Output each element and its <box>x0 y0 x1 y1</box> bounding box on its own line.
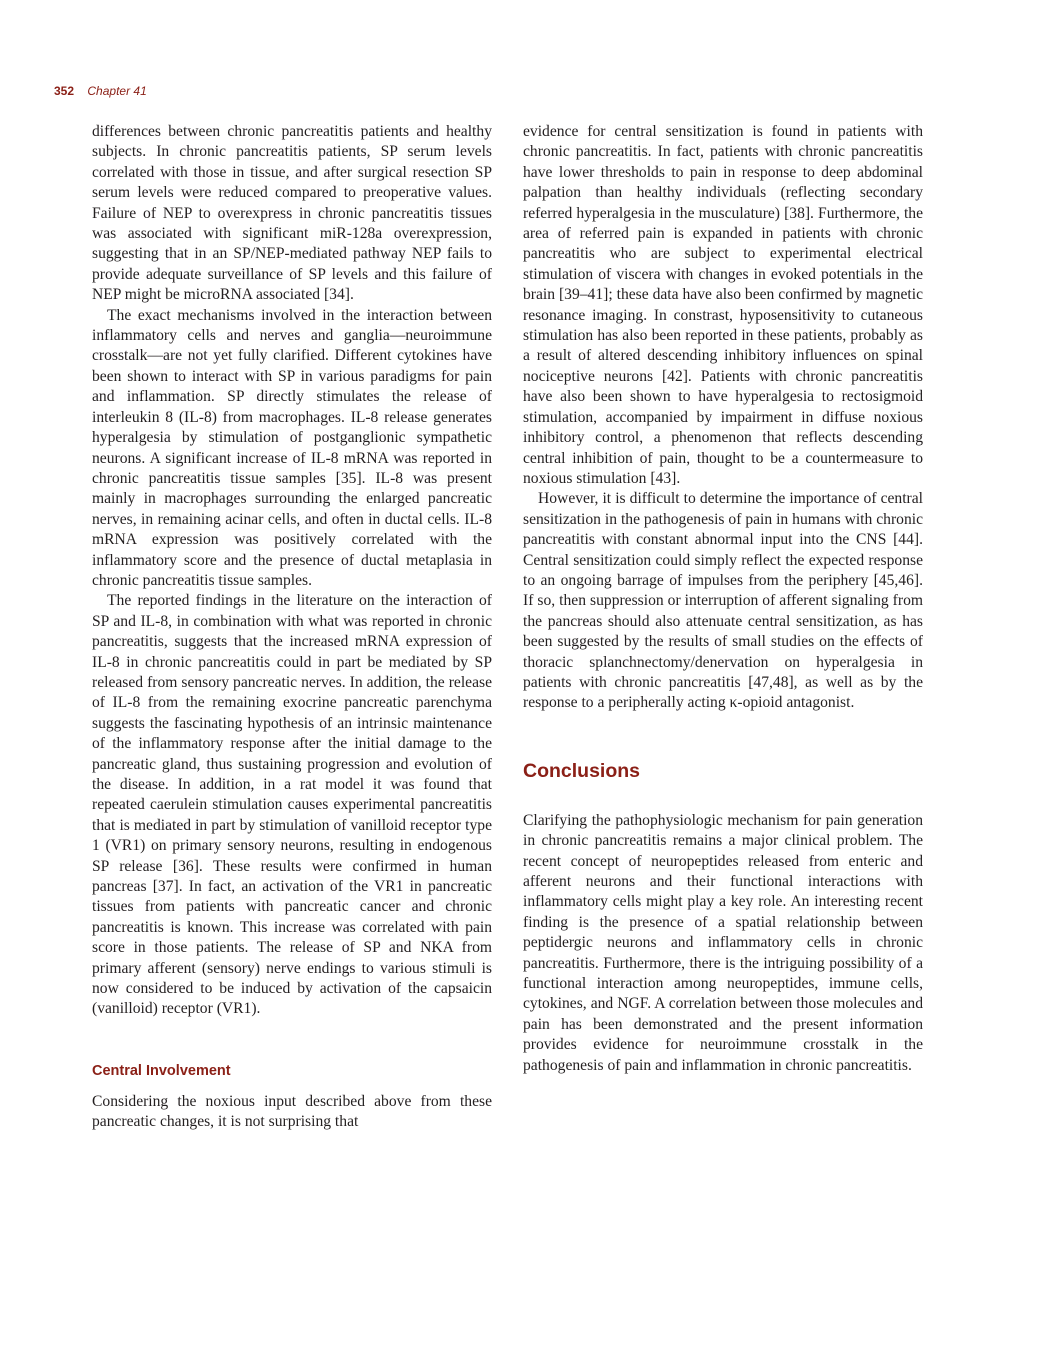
section-heading-conclusions: Conclusions <box>523 759 641 782</box>
paragraph: Clarifying the pathophysiologic mechanism for pain generation in chronic pancreatitis remains a major clinical problem. The recent concept of neuropeptides released from enteric and afferent neurons and their functional interactions with inflammatory cells might play a key role. An interesting recent finding is the presence of a spatial relationship between peptidergic neurons and inflammatory cells in chronic pancreatitis. Furthermore, there is the intriguing possibility of a functional interaction among neuropeptides, immune cells, cytokines, and NGF. A correlation between those molecules and pain has been demonstrated and the present information provides evidence for neuroimmune crosstalk in the pathogenesis of pain and inflammation in chronic pancreatitis. <box>523 811 923 1074</box>
paragraph: The reported findings in the literature on the interaction of SP and IL-8, in combination with what was reported in chronic pancreatitis, suggests that the increased mRNA expression of IL-8 in chronic pancreatitis could in part be mediated by SP released from sensory pancreatic nerves. In addition, the release of IL-8 from the remaining exocrine pancreatic parenchyma suggests the fascinating hypothesis of an intrinsic maintenance of the inflammatory response after the initial damage to the pancreatic gland, thus sustaining progression and evolution of the disease. In addition, in a rat model it was found that repeated caerulein stimulation causes experimental pancreatitis that is mediated in part by stimulation of vanilloid receptor type 1 (VR1) on primary sensory neurons, resulting in endogenous SP release [36]. These results were confirmed in human pancreas [37]. In fact, an activation of the VR1 in pancreatic tissues from patients with pancreatic cancer and chronic pancreatitis is known. This increase was correlated with pain score in those patients. The release of SP and NKA from primary afferent (sensory) nerve endings to various stimuli is now considered to be induced by activation of the capsaicin (vanilloid) receptor (VR1). <box>92 592 492 1018</box>
paragraph: evidence for central sensitization is found in patients with chronic pancreatitis. In fact, patients with chronic pancreatitis have lower thresholds to pain in response to deep abdominal palpation than healthy individuals (reflecting secondary referred hyperalgesia in the musculature) [38]. Furthermore, the area of referred pain is expanded in patients with chronic pancreatitis who are subject to experimental electrical stimulation of viscera with changes in evoked potentials in the brain [39–41]; these data have also been confirmed by magnetic resonance imaging. In constrast, hyposensitivity to cutaneous stimulation has also been reported in these patients, probably as a result of altered descending inhibitory influences on spinal nociceptive neurons [42]. Patients with chronic pancreatitis have also been shown to have hyperalgesia to rectosigmoid stimulation, accompanied by impairment in diffuse noxious inhibitory control, a phenomenon that reflects descending central inhibition of pain, thought to be a countermeasure to noxious stimulation [43]. <box>523 123 923 487</box>
paragraph: The exact mechanisms involved in the interaction between inflammatory cells and nerves and ganglia—neuroimmune crosstalk—are not yet fully clarified. Different cytokines have been shown to interact with SP in various paradigms for pain and inflammation. SP directly stimulates the release of interleukin 8 (IL-8) from macrophages. IL-8 release generates hyperalgesia by stimulation of postganglionic sympathetic neurons. A significant increase of IL-8 mRNA was reported in chronic pancreatitis tissue samples [35]. IL-8 was present mainly in macrophages surrounding the enlarged pancreatic nerves, in remaining acinar cells, and often in ductal cells. IL-8 mRNA expression was positively correlated with the inflammatory score and the presence of ductal metaplasia in chronic pancreatitis tissue samples. <box>92 306 492 589</box>
running-head <box>54 84 147 98</box>
section-heading-central-involvement: Central Involvement <box>92 1062 231 1079</box>
right-column <box>523 122 923 1076</box>
paragraph: However, it is difficult to determine the importance of central sensitization in the pathogenesis of pain in humans with chronic pancreatitis with constant abnormal input into the CNS [44]. Central sensitization could simply reflect the expected response to an ongoing barrage of impulses from the periphery [45,46]. If so, then suppression or interruption of afferent signaling from the pancreas should also attenuate central sensitization, as has been suggested by the results of small studies on the effects of thoracic splanchnectomy/denervation on hyperalgesia in patients with chronic pancreatitis [47,48], as well as by the response to a peripherally acting κ-opioid antagonist. <box>523 490 923 712</box>
chapter-label: Chapter 41 <box>87 84 147 98</box>
page-number: 352 <box>54 84 75 98</box>
paragraph: differences between chronic pancreatitis patients and healthy subjects. In chronic pancreatitis patients, SP serum levels correlated with those in tissue, and after surgical resection SP serum levels were reduced compared to preoperative values. Failure of NEP to overexpress in chronic pancreatitis tissues was associated with significant miR-128a overexpression, suggesting that in an SP/NEP-mediated pathway NEP fails to provide adequate surveillance of SP levels and this failure of NEP might be microRNA associated [34]. <box>92 123 492 304</box>
left-column <box>92 122 492 1133</box>
paragraph: Considering the noxious input described above from these pancreatic changes, it is not surprising that <box>92 1092 492 1131</box>
